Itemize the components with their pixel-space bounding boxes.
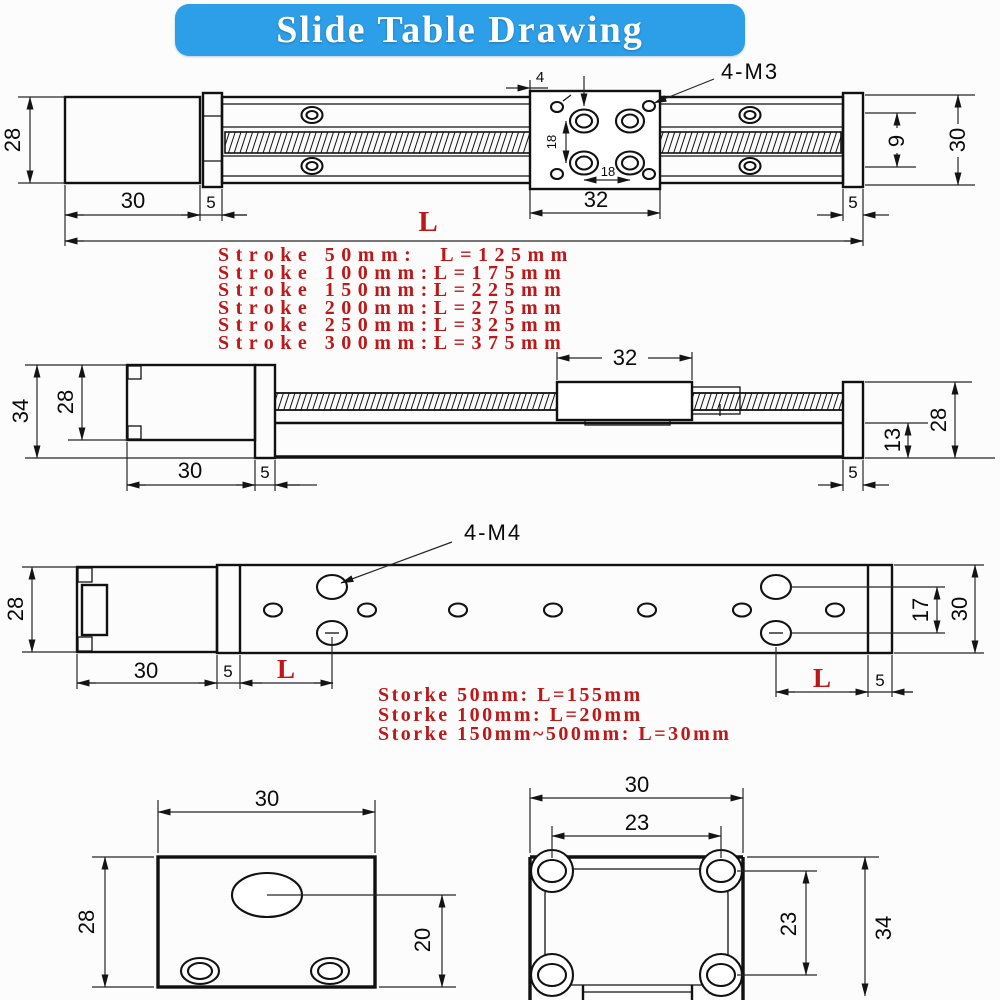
- dim-top-slot-width: 9: [884, 134, 909, 148]
- dim-plan-hole-pitch: 17: [908, 597, 933, 623]
- end-plate: [203, 93, 222, 187]
- label-4-m3: 4-M3: [720, 59, 780, 84]
- end-view-motor: [74, 786, 456, 987]
- dim-plan-end-width: 5: [875, 671, 885, 690]
- motor-block-side: [127, 365, 255, 440]
- dim-endmotor-shaft-height: 20: [410, 927, 435, 953]
- side-view: [8, 345, 995, 491]
- dim-side-carriage-length: 32: [612, 345, 638, 370]
- dim-side-end-width: 5: [848, 463, 858, 482]
- dim-endrail-hole-pitch-v: 23: [776, 911, 801, 937]
- top-view: [0, 59, 975, 246]
- stroke-line-6: Stroke 300mm:L=375mm: [218, 331, 568, 354]
- dim-plan-overall-width: 30: [947, 596, 972, 622]
- dim-top-height: 28: [0, 127, 25, 153]
- dim-plan-hole-span-right: L: [812, 663, 832, 693]
- end-view-rail: [530, 772, 896, 1000]
- dim-plan-plate-width: 5: [223, 662, 233, 681]
- dim-top-hole-offset: 4: [535, 69, 545, 86]
- storke-line-3: Storke 150mm~500mm: L=30mm: [378, 723, 732, 745]
- label-4-m4: 4-M4: [463, 520, 523, 545]
- dim-top-total-length: L: [418, 206, 438, 238]
- right-end-block: [843, 93, 863, 187]
- dim-top-plate-width: 5: [206, 193, 216, 212]
- motor-connector: [82, 585, 107, 635]
- dim-top-end-width: 5: [848, 193, 858, 212]
- dim-endmotor-height: 28: [74, 909, 99, 935]
- dim-top-hole-pitch-v: 18: [544, 134, 559, 150]
- title-banner: [175, 4, 745, 56]
- dim-endrail-width: 30: [624, 772, 650, 797]
- stroke-line-4: Stroke 200mm:L=275mm: [218, 296, 568, 319]
- dim-plan-hole-span-left: L: [276, 654, 296, 684]
- stroke-line-3: Stroke 150mm:L=225mm: [218, 279, 568, 301]
- dim-side-plate-width: 5: [260, 463, 270, 482]
- stroke-table-top: [218, 244, 574, 354]
- dim-plan-motor-width: 28: [3, 596, 28, 622]
- dim-side-base-height: 13: [880, 427, 905, 453]
- base-mount-holes: [264, 575, 844, 645]
- storke-line-2: Storke 100mm: L=20mm: [378, 703, 643, 726]
- stroke-line-1: Stroke 50mm: L=125mm: [218, 244, 574, 266]
- dim-side-overall-height: 34: [8, 398, 33, 424]
- dim-endmotor-width: 30: [254, 786, 280, 811]
- dim-side-motor-height: 28: [53, 389, 78, 415]
- stroke-line-2: Stroke 100mm:L=175mm: [218, 261, 568, 284]
- dim-side-motor-length: 30: [177, 458, 203, 483]
- storke-line-1: Storke 50mm: L=155mm: [378, 684, 643, 706]
- dim-side-end-height: 28: [926, 407, 951, 433]
- stroke-line-5: Stroke 250mm:L=325mm: [218, 314, 568, 336]
- dim-top-motor-length: 30: [120, 188, 146, 213]
- carriage-side: [557, 382, 692, 420]
- stroke-table-bottom: [378, 686, 731, 745]
- dim-plan-motor-length: 30: [133, 658, 159, 683]
- dim-endrail-height: 34: [871, 915, 896, 941]
- dim-top-carriage-length: 32: [583, 187, 609, 212]
- page-title: Slide Table Drawing: [276, 9, 644, 51]
- right-end-block-side: [843, 382, 863, 458]
- dim-top-hole-pitch-h: 18: [600, 164, 616, 179]
- motor-block-plan: [77, 567, 217, 652]
- dim-top-overall-width: 30: [945, 127, 970, 153]
- motor-block: [65, 97, 200, 183]
- dim-endrail-hole-pitch-h: 23: [624, 810, 650, 835]
- plan-view: [3, 520, 984, 697]
- end-plate-side: [255, 365, 275, 458]
